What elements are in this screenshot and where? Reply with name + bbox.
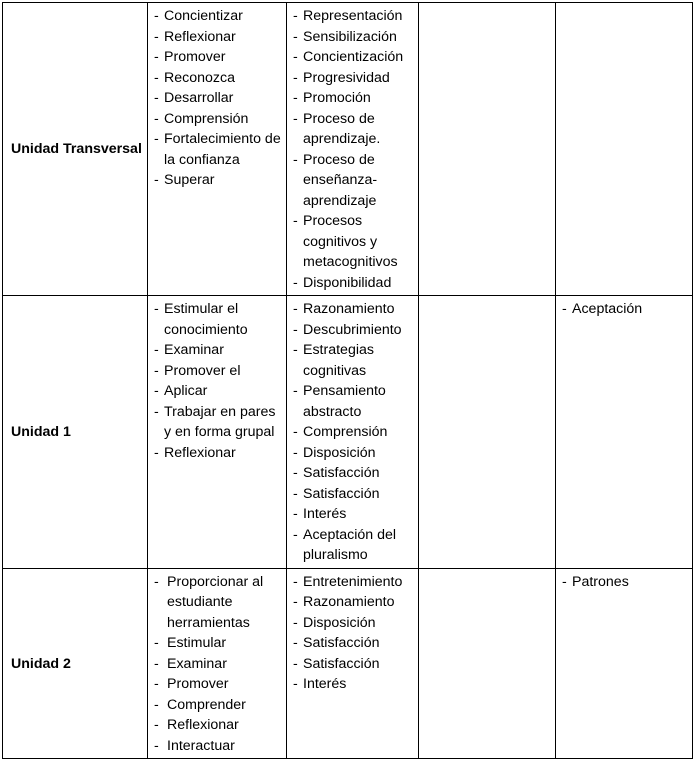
list-item: - Satisfacción <box>293 633 416 654</box>
attitudes-list <box>562 572 690 593</box>
list-item: - Concientización <box>293 47 416 68</box>
list-item: - Comprender <box>154 695 284 716</box>
list-item: - Interés <box>293 674 416 695</box>
list-item: - Disponibilidad <box>293 273 416 294</box>
concepts-cell <box>287 296 419 569</box>
concepts-list <box>293 6 416 293</box>
actions-list <box>154 6 284 191</box>
list-item: - Promover <box>154 674 284 695</box>
list-item: - Reconozca <box>154 68 284 89</box>
concepts-cell <box>287 568 419 759</box>
list-item: - Reflexionar <box>154 715 284 736</box>
table-row-unidad-2 <box>3 568 693 759</box>
actions-cell <box>148 296 287 569</box>
list-item: - Aplicar <box>154 381 284 402</box>
list-item: - Proporcionar al estudiante herramientas <box>154 572 284 634</box>
unit-label: Unidad 2 <box>3 568 148 759</box>
list-item: - Desarrollar <box>154 88 284 109</box>
empty-cell <box>556 3 693 296</box>
list-item: - Aceptación del pluralismo <box>293 525 416 566</box>
actions-cell <box>148 568 287 759</box>
attitudes-cell <box>556 568 693 759</box>
list-item: - Progresividad <box>293 68 416 89</box>
actions-list <box>154 572 284 757</box>
list-item: - Concientizar <box>154 6 284 27</box>
list-item: - Proceso de aprendizaje. <box>293 109 416 150</box>
list-item: - Superar <box>154 170 284 191</box>
unit-label: Unidad Transversal <box>3 3 148 296</box>
empty-cell <box>419 3 556 296</box>
list-item: - Reflexionar <box>154 443 284 464</box>
list-item: - Pensamiento abstracto <box>293 381 416 422</box>
actions-list <box>154 299 284 463</box>
list-item: - Proceso de enseñanza-aprendizaje <box>293 150 416 212</box>
concepts-list <box>293 572 416 695</box>
list-item: - Aceptación <box>562 299 690 320</box>
list-item: - Trabajar en pares y en forma grupal <box>154 402 284 443</box>
list-item: - Fortalecimiento de la confianza <box>154 129 284 170</box>
list-item: - Interés <box>293 504 416 525</box>
list-item: - Satisfacción <box>293 463 416 484</box>
table-row-unidad-1 <box>3 296 693 569</box>
units-table <box>2 2 693 759</box>
list-item: - Representación <box>293 6 416 27</box>
attitudes-cell <box>556 296 693 569</box>
list-item: - Estrategias cognitivas <box>293 340 416 381</box>
list-item: - Interactuar <box>154 736 284 757</box>
empty-cell <box>419 296 556 569</box>
list-item: - Examinar <box>154 340 284 361</box>
list-item: - Satisfacción <box>293 654 416 675</box>
list-item: - Promoción <box>293 88 416 109</box>
list-item: - Promover el <box>154 361 284 382</box>
table-row-unidad-transversal <box>3 3 693 296</box>
list-item: - Comprensión <box>293 422 416 443</box>
list-item: - Disposición <box>293 443 416 464</box>
list-item: - Estimular el conocimiento <box>154 299 284 340</box>
list-item: - Satisfacción <box>293 484 416 505</box>
list-item: - Sensibilización <box>293 27 416 48</box>
concepts-cell <box>287 3 419 296</box>
list-item: - Reflexionar <box>154 27 284 48</box>
list-item: - Estimular <box>154 633 284 654</box>
list-item: - Comprensión <box>154 109 284 130</box>
list-item: - Promover <box>154 47 284 68</box>
concepts-list <box>293 299 416 566</box>
list-item: - Patrones <box>562 572 690 593</box>
list-item: - Procesos cognitivos y metacognitivos <box>293 211 416 273</box>
list-item: - Descubrimiento <box>293 320 416 341</box>
list-item: - Entretenimiento <box>293 572 416 593</box>
list-item: - Disposición <box>293 613 416 634</box>
list-item: - Razonamiento <box>293 299 416 320</box>
empty-cell <box>419 568 556 759</box>
list-item: - Examinar <box>154 654 284 675</box>
actions-cell <box>148 3 287 296</box>
unit-label: Unidad 1 <box>3 296 148 569</box>
list-item: - Razonamiento <box>293 592 416 613</box>
attitudes-list <box>562 299 690 320</box>
